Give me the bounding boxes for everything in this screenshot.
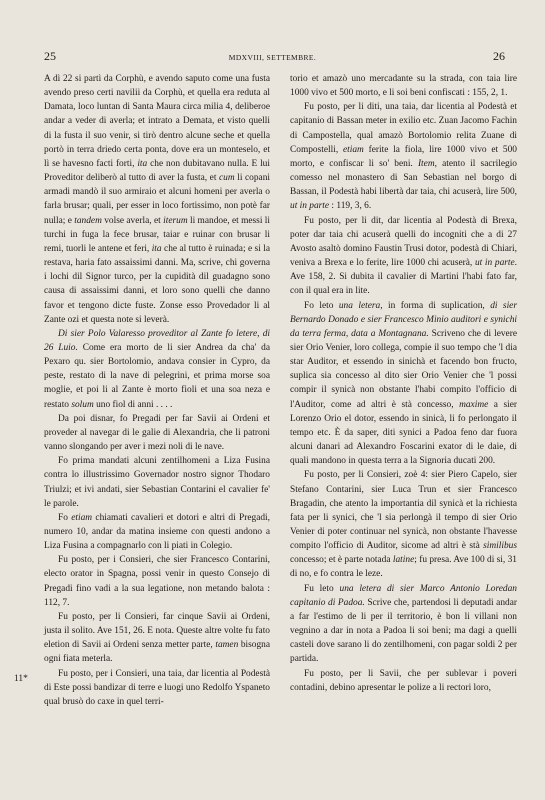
italic-text: etiam xyxy=(342,144,364,155)
paragraph xyxy=(44,553,270,610)
paragraph xyxy=(290,214,517,299)
text-run: , in forma di suplication, xyxy=(380,300,491,311)
running-header: MDXVIII, SETTEMBRE. xyxy=(228,53,317,62)
margin-note: 11* xyxy=(14,674,28,684)
page-number-left: 25 xyxy=(44,49,56,63)
text-run: chiamati cavalieri et dotori e altri di Pregadi, numero 10, andar da matina insieme con questi andono a Liza Fusina a compagnarlo con li piati in Colegio. xyxy=(44,512,270,552)
paragraph xyxy=(290,667,517,695)
text-run: Fu posto, per li Savii, che per sublevar i poveri contadini, debino apresentar le polize a li rectori loro, xyxy=(290,668,517,693)
italic-text: una letera di sier Marco Antonio Loredan capitanio di Padoa. xyxy=(290,583,517,608)
italic-text: tamen xyxy=(215,640,239,651)
italic-text: Di sier Polo Valaresso proveditor al Zante fo letere, di 26 Luio. xyxy=(44,328,270,353)
text-run: Fu posto, per i Consieri, che sier Francesco Contarini, electo orator in Spagna, possi venir in questo Consejo di Pregadi fino vadi a la sua legatione, non metando balota : 112, 7. xyxy=(44,555,270,608)
paragraph xyxy=(44,72,270,327)
text-run: volse averla, et xyxy=(101,215,164,226)
paragraph xyxy=(44,511,270,553)
text-run: Fo leto xyxy=(304,300,339,311)
paragraph xyxy=(290,299,517,469)
italic-text: similibus xyxy=(483,541,517,552)
paragraph xyxy=(290,582,517,667)
italic-text: iterum xyxy=(163,215,188,226)
italic-text: tandem xyxy=(74,215,102,226)
text-run: Fu posto, per li Consieri, zoè 4: sier Piero Capelo, sier Stefano Contarini, sier Luca Trun et sier Francesco Bragadin, che atento la importantia dil synicà et la richiesta fata per li synici, che 'l sia perlongà il tempo di sier Orio Venier di poter continuar nel synicà, non obstante l'havesse compito l'officio di Auditor, sicome ad altri è stà xyxy=(290,470,517,552)
paragraph xyxy=(44,327,270,412)
text-run: li mandoe, et messi li turchi in fuga la fece brusar, taiar e ruinar con brusar li remi, tuorli le antene et feri, xyxy=(44,215,271,254)
italic-text: Item xyxy=(417,158,435,169)
text-run: li copani armadi mandò il suo armiraio et alcuni homeni per averla o farla brusar; quali, per esser in loco fortissimo, non potè far nulla; e xyxy=(44,173,271,226)
paragraph xyxy=(44,454,270,511)
text-run: che al tutto è ruinada; e si la restava, haria fato assaissimi danni. Ma, scrive, chi governa i lochi dil Signor turco, per la cupidità dil guadagno sono causa di assaissimi danni, et loro sono quelli che danno favor et tengono dicte fuste. Zonse esso Provedador li al Zante ozi et questa note si leverà. xyxy=(44,243,270,325)
left-text-column xyxy=(44,72,270,709)
text-run: Fu posto, per li dit, dar licentia al Podestà di Brexa, poter dar taia chi acuserà quelli do incogniti che a di 27 Avosto asaltò domino Faustin Trusi dotor, podestà di Chiari, veniva a Brexa e lo ferite, lire 1000 chi acuserà, xyxy=(290,215,517,269)
italic-text: solum xyxy=(71,399,94,410)
paragraph xyxy=(290,72,517,100)
text-run: Fu posto, per li Consieri, far cinque Savii ai Ordeni, justa il solito. Ave 151, 26. E nota. Queste altre volte fu fato eletion di Savii ai Ordeni senza metter parte, xyxy=(44,611,270,651)
paragraph xyxy=(44,610,270,667)
text-run: : 119, 3, 6. xyxy=(329,201,372,212)
italic-text: di sier Bernardo Donado e sier Francesco Minio auditori e synichi da terra ferma, data a Montagnana. xyxy=(290,300,517,339)
text-run: torio et amazò uno mercadante su la strada, con taia lire 1000 vivo et 500 morto, e li soi beni confiscati : 155, 2, 1. xyxy=(290,74,517,99)
paragraph xyxy=(44,667,270,709)
text-run: A dì 22 si partì da Corphù, e avendo saputo come una fusta avendo preso certi navilii da Corphù, et quella era reduta al Damata, loco luntan di Santa Maura circa milia 4, deliberoe andar a veder di averla; et intrato a Demata, et visto quelli di la fusta il suo venir, si tirò dentro alcune seche et quella portò in terra driedo certa ponta, dove era un monteselo, et lì se havesno facti forti, xyxy=(44,74,270,169)
italic-text: ut in parte xyxy=(474,258,515,269)
text-run: ; fu presa. Ave 100 di si, 31 di no, e fo contra le leze. xyxy=(290,555,517,580)
italic-text: ut in parte xyxy=(290,201,330,212)
text-run: Fo prima mandati alcuni zentilhomeni a Liza Fusina contra lo illustrissimo Governador nostro signor Thodaro Triulzi; et ivi andati, sier Sebastian Contarini el cavalier fe' le parole. xyxy=(44,456,270,509)
text-run: ferite la fiola, lire 1000 vivo et 500 morto, e confiscar li so' beni. xyxy=(290,144,517,169)
italic-text: una letera xyxy=(338,300,381,311)
italic-text: ita xyxy=(151,243,162,254)
text-run: Scrive che, partendosi li deputadi andar a far l'estimo de li per il territorio, è bon li villani non vegnino a dar in nota a Padoa li soi beni; ma dagi a quelli casteli dove sarano li do zentilhomeni, con pagar soldi 2 per partida. xyxy=(290,597,517,665)
italic-text: ita xyxy=(137,158,148,169)
text-run: Da poi disnar, fo Pregadi per far Savii ai Ordeni et proveder al navegar di le galie di Alexandria, che li patroni vanno slongando per aver i mezi noli di le nave. xyxy=(44,413,270,453)
text-run: Scriveno che di levere sier Orio Venier, loro collega, compie il suo tempo che 'l dia star Auditor, et essendo in sinichà et facendo bon fructo, suplica sia concesso al dito sier Orio Venier che 'l possi compir il synicà non obstante l'habi compito l'officio di l'Auditor, come ad altri è stà concesso, xyxy=(290,328,517,410)
text-run: Come era morto de li sier Andrea da cha' da Pexaro qu. sier Bortolomio, andava consier in Cypro, da peste, restato di la nave di pelegrini, et prima morse soa moglie, et poi li al Zante è morto fioli et una soa neza e restato xyxy=(44,342,270,410)
text-run: che non dubitavano nulla. E lui Proveditor deliberò al tutto di aver la fusta, et xyxy=(44,158,270,184)
italic-text: cum xyxy=(219,173,235,184)
italic-text: maxime xyxy=(459,399,489,410)
text-run: uno fiol di anni . . . . xyxy=(93,399,173,410)
text-run: Fo xyxy=(58,512,72,523)
text-run: concesso; et è parte notada xyxy=(290,555,393,566)
italic-text: etiam xyxy=(71,512,93,523)
page-number-right: 26 xyxy=(493,49,505,63)
text-run: bisogna ogni fiata meterla. xyxy=(44,640,271,665)
text-run: Fu posto, per i Consieri, una taia, dar licentia al Podestà di Este possi bandizar di terre e luogi uno Redolfo Yspaneto qual brusò do caxe in quel terri- xyxy=(44,668,270,707)
text-run: a sier Lorenzo Orio el dotor, essendo in sinicà, li fo perlongato il tempo etc. È da saper, diti synici a Padoa feno dar fuora alcuni danari ad Alexandro Foscarini exator di le daie, di quali mandono in questa terra a la Signoria ducati 200. xyxy=(290,399,517,467)
right-text-column xyxy=(290,72,517,695)
text-run: Fu leto xyxy=(304,583,340,594)
italic-text: latine xyxy=(392,555,415,566)
text-run: Fu posto, per li diti, una taia, dar licentia al Podestà et capitanio di Bassan meter in exilio etc. Zuan Jacomo Fachin di Campostella, qual amazò Bortolomio relita Zuane di Compostelli, xyxy=(290,102,517,155)
text-run: . Ave 158, 2. Si dubita il cavalier di Martini l'habi fato far, con il qual era in lite. xyxy=(290,258,518,297)
text-run: , atento il sacrilegio comesso nel monastero di San Sebastian nel borgo di Bassan, il Podestà habi libertà dar taia, chi acuserà, lire 500, xyxy=(290,158,517,198)
paragraph xyxy=(44,412,270,454)
paragraph xyxy=(290,100,517,213)
paragraph xyxy=(290,468,517,581)
